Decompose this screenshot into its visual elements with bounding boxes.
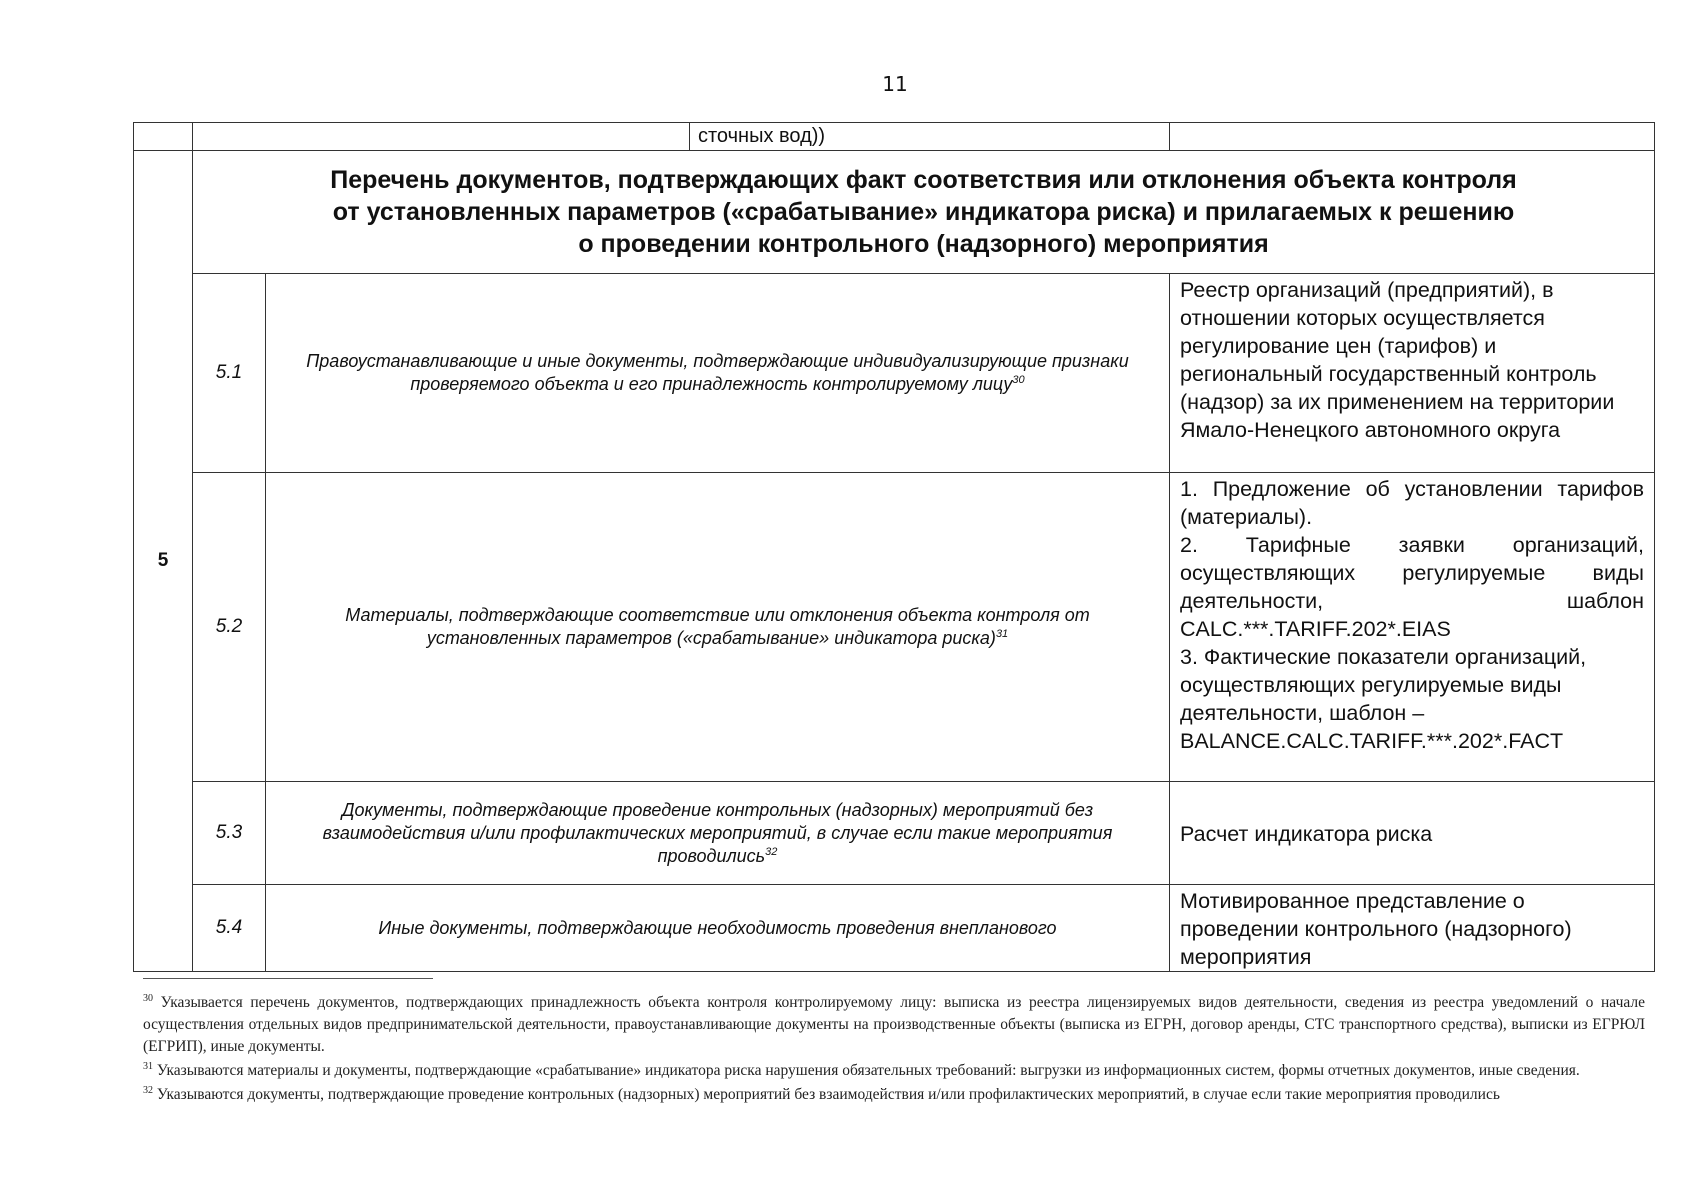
row-source: Мотивированное представление о проведении контрольного (надзорного) мероприятия (1170, 885, 1655, 972)
section-heading-line: от установленных параметров («срабатывание» индикатора риска) и прилагаемых к решению (332, 198, 1515, 226)
continuation-empty-cell (1170, 123, 1655, 151)
row-number: 5.1 (193, 274, 266, 473)
footnotes (143, 992, 1645, 1108)
section-heading-line: Перечень документов, подтверждающих факт соответствия или отклонения объекта контроля (330, 166, 1517, 194)
section-number: 5 (134, 151, 193, 972)
footnote: $^{31}$ Указываются материалы и документы, подтверждающие «срабатывание» индикатора риска нарушения обязательных требований: выгрузки из информационных систем, формы отчетных документов, иные сведения. (143, 1060, 1580, 1079)
source-item: 2. Тарифные заявки организаций, осуществляющих регулируемые виды деятельности, шаблон CALC.***.TARIFF.202*.EIAS (1180, 533, 1644, 641)
footnote-separator (143, 978, 433, 979)
section-heading-row (134, 151, 1655, 274)
section-heading (193, 151, 1655, 274)
footnote-number: 30 (143, 992, 153, 1004)
footnote-ref[interactable]: 31 (995, 628, 1009, 640)
footnote-ref[interactable]: 32 (765, 845, 778, 858)
source-item: 1. Предложение об установлении тарифов (материалы). (1180, 477, 1644, 529)
source-item: 3. Фактические показатели организаций, осуществляющих регулируемые виды деятельности, шаблон – BALANCE.CALC.TARIFF.***.202*.FACT (1180, 645, 1587, 753)
footnote: $^{32}$ Указываются документы, подтверждающие проведение контрольных (надзорных) мероприятий без взаимодействия и/или профилактических мероприятий, в случае если такие мероприятия проводились (143, 1084, 1500, 1103)
page-number: 11 (882, 72, 908, 96)
row-description: Материалы, подтверждающие соответствие или отклонения объекта контроля от установленных параметров («срабатывание» индикатора риска)$^{31}$ (266, 473, 1170, 782)
section-heading-line: о проведении контрольного (надзорного) мероприятия (578, 230, 1269, 258)
row-description: Правоустанавливающие и иные документы, подтверждающие индивидуализирующие признаки проверяемого объекта и его принадлежность контролируемому лицу$^{30}$ (266, 274, 1170, 473)
footnote: $^{30}$ Указывается перечень документов, подтверждающих принадлежность объекта контроля контролируемому лицу: выписка из реестра лицензируемых видов деятельности, сведения из реестра уведомлений о начале осуществления отдельных видов предпринимательской деятельности, правоустанавливающие документы на производственные объекты (выписка из ЕГРН, договор аренды, СТС транспортного средства), выписки из ЕГРЮЛ (ЕГРИП), иные документы. (143, 992, 1645, 1055)
row-source: Реестр организаций (предприятий), в отношении которых осуществляется регулирование цен (тарифов) и региональный государственный контроль (надзор) за их применением на территории Ямало-Ненецкого автономного округа (1170, 274, 1655, 473)
footnote-ref[interactable]: 30 (1012, 374, 1025, 386)
table-row (134, 473, 1655, 782)
row-number: 5.3 (193, 782, 266, 885)
continuation-cell (193, 123, 1170, 151)
footnote-number: 32 (143, 1084, 153, 1096)
table-row (134, 782, 1655, 885)
continuation-empty-cell (134, 123, 193, 151)
footnote-number: 31 (143, 1060, 153, 1072)
row-number: 5.4 (193, 885, 266, 972)
continuation-text: сточных вод)) (689, 123, 1169, 150)
documents-table (133, 122, 1655, 972)
row-source: Расчет индикатора риска (1170, 782, 1655, 885)
table-row (134, 885, 1655, 972)
row-number: 5.2 (193, 473, 266, 782)
table-row (134, 274, 1655, 473)
row-description: Документы, подтверждающие проведение контрольных (надзорных) мероприятий без взаимодействия и/или профилактических мероприятий, в случае если такие мероприятия проводились$^{32}$ (266, 782, 1170, 885)
row-source (1170, 473, 1655, 782)
row-description: Иные документы, подтверждающие необходимость проведения внепланового (266, 885, 1170, 972)
continuation-row (134, 123, 1655, 151)
